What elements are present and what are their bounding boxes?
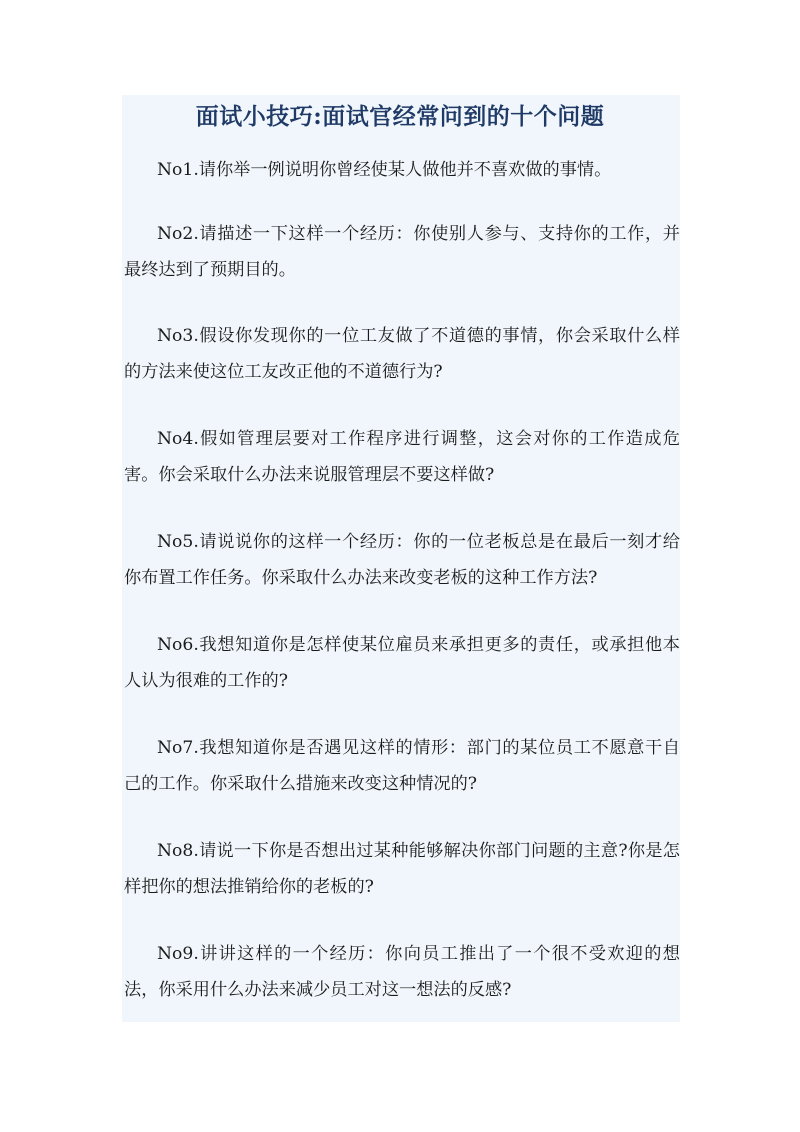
question-item: No2.请描述一下这样一个经历：你使别人参与、支持你的工作，并最终达到了预期目的。	[124, 224, 680, 280]
question-item: No3.假设你发现你的一位工友做了不道德的事情，你会采取什么样的方法来使这位工友改正他的不道德行为?	[124, 326, 680, 382]
question-item: No8.请说一下你是否想出过某种能够解决你部门问题的主意?你是怎样把你的想法推销给你的老板的?	[124, 841, 680, 897]
question-item: No5.请说说你的这样一个经历：你的一位老板总是在最后一刻才给你布置工作任务。你采取什么办法来改变老板的这种工作方法?	[124, 532, 680, 588]
question-item: No1.请你举一例说明你曾经使某人做他并不喜欢做的事情。	[157, 160, 612, 180]
question-item: No9.讲讲这样的一个经历：你向员工推出了一个很不受欢迎的想法，你采用什么办法来减少员工对这一想法的反感?	[124, 944, 680, 1000]
question-item: No7.我想知道你是否遇见这样的情形：部门的某位员工不愿意干自己的工作。你采取什么措施来改变这种情况的?	[124, 738, 680, 794]
document-title: 面试小技巧:面试官经常问到的十个问题	[195, 103, 605, 130]
question-item: No4.假如管理层要对工作程序进行调整，这会对你的工作造成危害。你会采取什么办法来说服管理层不要这样做?	[124, 429, 680, 485]
question-item: No6.我想知道你是怎样使某位雇员来承担更多的责任，或承担他本人认为很难的工作的?	[124, 635, 680, 691]
